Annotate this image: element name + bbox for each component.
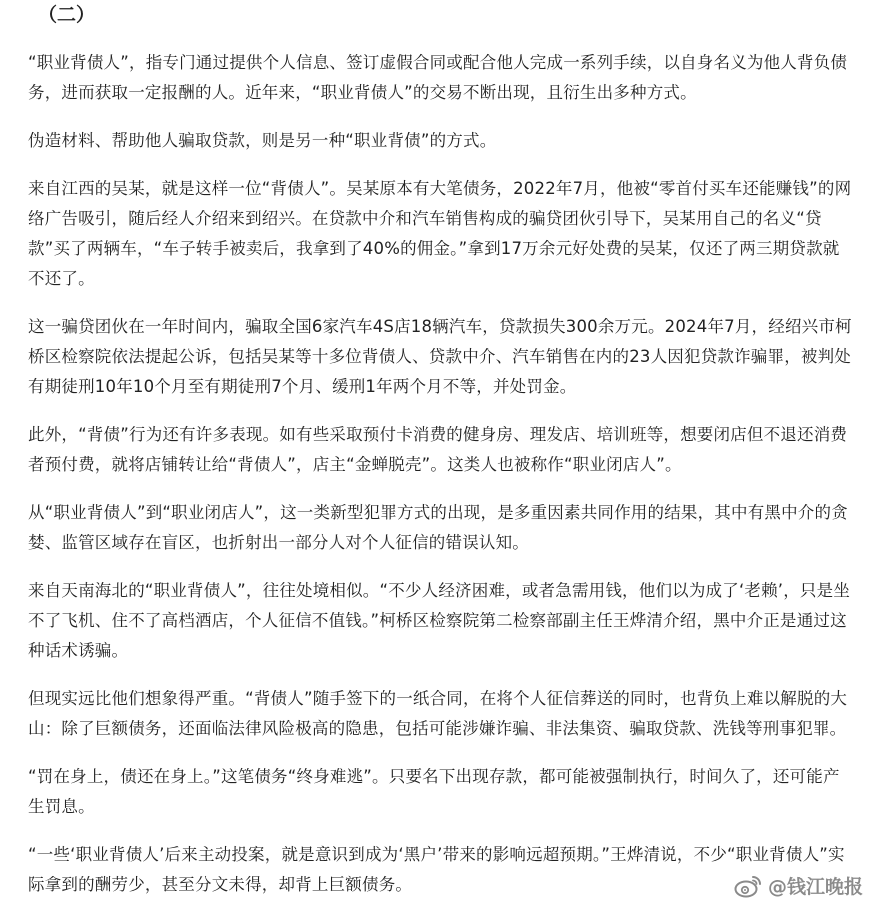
paragraph-1: “职业背债人”，指专门通过提供个人信息、签订虚假合同或配合他人完成一系列手续，以自身名义为他人背负债务，进而获取一定报酬的人。近年来，“职业背债人”的交易不断出现，且衍生出多种方式。 (28, 53, 848, 102)
paragraph-5: 此外，“背债”行为还有许多表现。如有些采取预付卡消费的健身房、理发店、培训班等，想要闭店但不退还消费者预付费，就将店铺转让给“背债人”，店主“金蝉脱壳”。这类人也被称作“职业闭店人”。 (28, 425, 848, 474)
paragraph-9: “罚在身上，债还在身上。”这笔债务“终身难逃”。只要名下出现存款，都可能被强制执行，时间久了，还可能产生罚息。 (28, 767, 840, 816)
section-heading: （二） (38, 4, 96, 26)
paragraph-7: 来自天南海北的“职业背债人”，往往处境相似。“不少人经济困难，或者急需用钱，他们以为成了‘老赖’，只是坐不了飞机、住不了高档酒店，个人征信不值钱。”柯桥区检察院第二检察部副主任王烨清介绍，黑中介正是通过这种话术诱骗。 (28, 581, 851, 660)
watermark-text: @钱江晚报 (767, 876, 863, 898)
paragraph-2: 伪造材料、帮助他人骗取贷款，则是另一种“职业背债”的方式。 (28, 131, 497, 150)
paragraph-4: 这一骗贷团伙在一年时间内，骗取全国6家汽车4S店18辆汽车，贷款损失300余万元。2024年7月，经绍兴市柯桥区检察院依法提起公诉，包括吴某等十多位背债人、贷款中介、汽车销售在内的23人因犯贷款诈骗罪，被判处有期徒刑10年10个月至有期徒刑7个月、缓刑1年两个月不等，并处罚金。 (28, 317, 852, 396)
watermark (734, 872, 863, 899)
paragraph-10: “一些‘职业背债人’后来主动投案，就是意识到成为‘黑户’带来的影响远超预期。”王烨清说，不少“职业背债人”实际拿到的酬劳少，甚至分文未得，却背上巨额债务。 (28, 845, 845, 894)
paragraph-8: 但现实远比他们想象得严重。“背债人”随手签下的一纸合同，在将个人征信葬送的同时，也背负上难以解脱的大山：除了巨额债务，还面临法律风险极高的隐患，包括可能涉嫌诈骗、非法集资、骗取贷款、洗钱等刑事犯罪。 (28, 689, 848, 738)
article-body (28, 0, 852, 918)
weibo-icon (734, 874, 762, 898)
paragraph-3: 来自江西的吴某，就是这样一位“背债人”。吴某原本有大笔债务，2022年7月，他被“零首付买车还能赚钱”的网络广告吸引，随后经人介绍来到绍兴。在贷款中介和汽车销售构成的骗贷团伙引导下，吴某用自己的名义“贷款”买了两辆车，“车子转手被卖后，我拿到了40%的佣金。”拿到17万余元好处费的吴某，仅还了两三期贷款就不还了。 (28, 179, 852, 288)
paragraph-6: 从“职业背债人”到“职业闭店人”，这一类新型犯罪方式的出现，是多重因素共同作用的结果，其中有黑中介的贪婪、监管区域存在盲区，也折射出一部分人对个人征信的错误认知。 (28, 503, 848, 552)
